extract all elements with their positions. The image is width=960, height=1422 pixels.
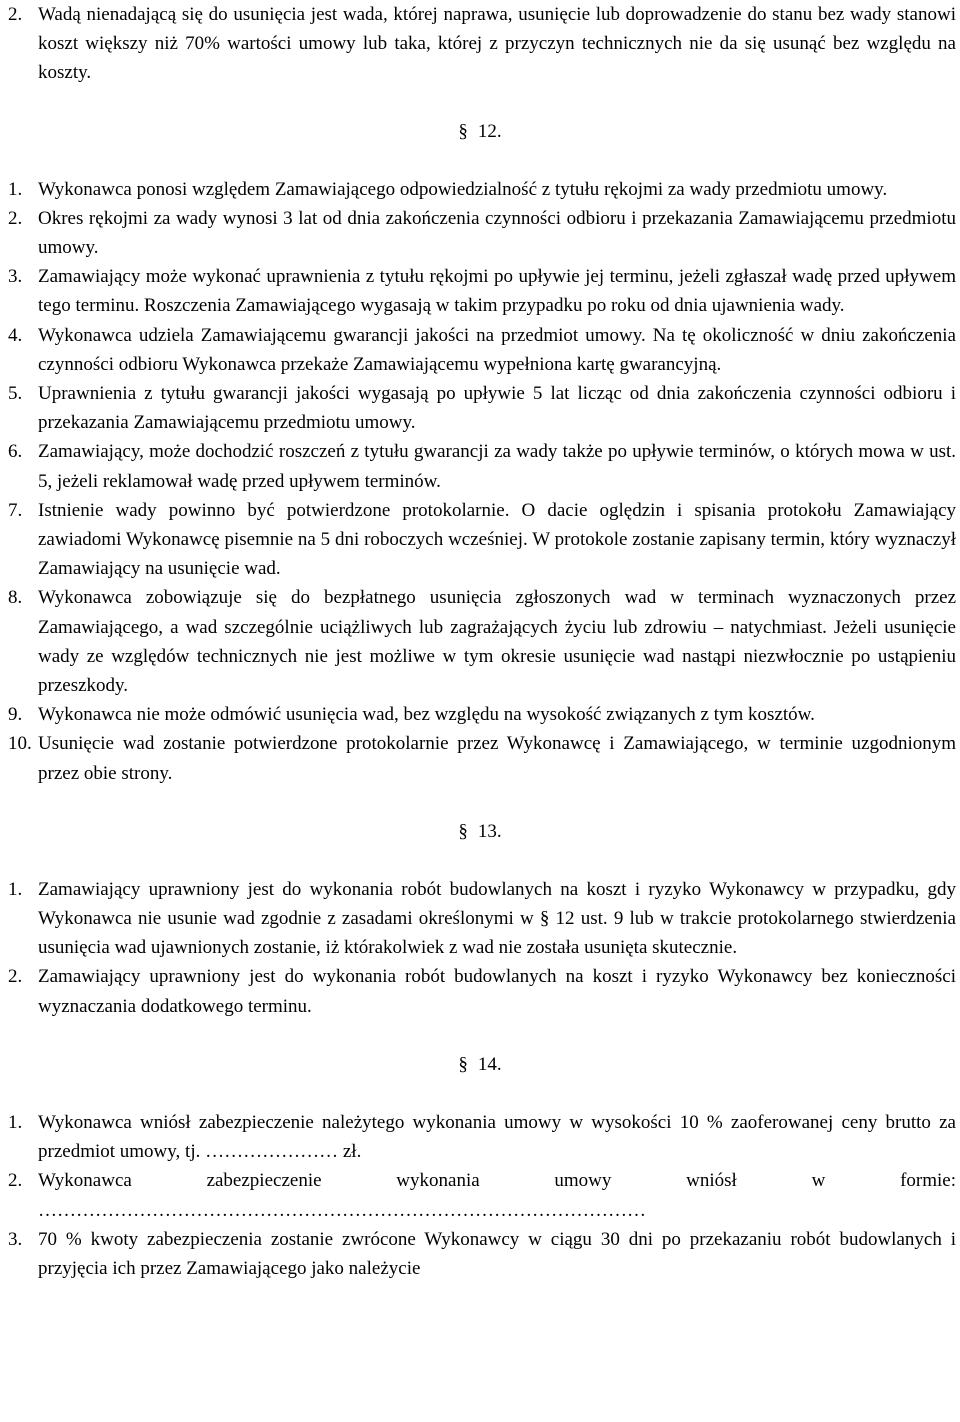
paragraph-text: Wadą nienadającą się do usunięcia jest wada, której naprawa, usunięcie lub doprowadzenie do stanu bez wady stanowi koszt większy niż 70% wartości umowy lub taka, której z przyczyn technicznych nie da się usunąć bez względu na koszty. bbox=[38, 4, 956, 84]
section-heading-13 bbox=[0, 817, 960, 846]
paragraph-13-1 bbox=[8, 875, 956, 963]
paragraph-text: Wykonawca udziela Zamawiającemu gwarancji jakości na przedmiot umowy. Na tę okoliczność w dniu zakończenia czynności odbioru Wykonawca przekaże Zamawiającemu wypełniona kartę gwarancyjną. bbox=[38, 324, 956, 375]
paragraph-number: 3. bbox=[8, 1228, 23, 1250]
section-heading-14 bbox=[0, 1050, 960, 1079]
paragraph-number: 2. bbox=[8, 966, 23, 988]
paragraph-14-3 bbox=[8, 1225, 956, 1283]
paragraph-text: Wykonawca zabezpieczenie wykonania umowy wniósł w formie: …………………………………………………………………………………… bbox=[38, 1170, 956, 1221]
paragraph-13-2 bbox=[8, 962, 956, 1020]
paragraph-number: 7. bbox=[8, 499, 23, 521]
paragraph-12-4 bbox=[8, 321, 956, 379]
paragraph-12-7 bbox=[8, 496, 956, 584]
paragraph-12-10 bbox=[8, 729, 956, 787]
paragraph-text: Uprawnienia z tytułu gwarancji jakości wygasają po upływie 5 lat licząc od dnia zakończenia czynności odbioru i przekazania Zamawiającemu przedmiotu umowy. bbox=[38, 383, 956, 434]
paragraph-number: 9. bbox=[8, 704, 23, 726]
paragraph-text: Wykonawca ponosi względem Zamawiającego odpowiedzialność z tytułu rękojmi za wady przedmiotu umowy. bbox=[38, 178, 888, 200]
paragraph-text: Wykonawca zobowiązuje się do bezpłatnego usunięcia zgłoszonych wad w terminach wyznaczonych przez Zamawiającego, a wad szczególnie uciążliwych lub zagrażających życiu lub zdrowiu – natychmiast. Jeżeli usunięcie wady ze względów technicznych nie jest możliwe w tym okresie usunięcie wad nastąpi niezwłocznie po ustąpieniu przeszkody. bbox=[38, 587, 956, 697]
paragraph-text: Zamawiający, może dochodzić roszczeń z tytułu gwarancji za wady także po upływie terminów, o których mowa w ust. 5, jeżeli reklamował wadę przed upływem terminów. bbox=[38, 441, 956, 492]
paragraph-number: 4. bbox=[8, 324, 23, 346]
paragraph-text: Wykonawca nie może odmówić usunięcia wad, bez względu na wysokość związanych z tym kosztów. bbox=[38, 704, 815, 726]
paragraph-11-2 bbox=[8, 0, 956, 88]
paragraph-text: Zamawiający może wykonać uprawnienia z tytułu rękojmi po upływie jej terminu, jeżeli zgłaszał wadę przed upływem tego terminu. Roszczenia Zamawiającego wygasają w takim przypadku po roku od dnia ujawnienia wady. bbox=[38, 266, 956, 317]
paragraph-text: 70 % kwoty zabezpieczenia zostanie zwrócone Wykonawcy w ciągu 30 dni po przekazaniu robót budowlanych i przyjęcia ich przez Zamawiającego jako należycie bbox=[38, 1228, 956, 1279]
paragraph-number: 1. bbox=[8, 178, 23, 200]
paragraph-12-6 bbox=[8, 437, 956, 495]
paragraph-text: Istnienie wady powinno być potwierdzone protokolarnie. O dacie oględzin i spisania protokołu Zamawiający zawiadomi Wykonawcę pisemnie na 5 dni roboczych wcześniej. W protokole zostanie zapisany termin, który wyznaczył Zamawiający na usunięcie wad. bbox=[38, 499, 956, 580]
section-symbol: § bbox=[458, 1053, 468, 1075]
section-heading-12 bbox=[0, 117, 960, 146]
paragraph-12-9 bbox=[8, 700, 956, 729]
paragraph-text: Okres rękojmi za wady wynosi 3 lat od dnia zakończenia czynności odbioru i przekazania Zamawiającemu przedmiotu umowy. bbox=[38, 207, 956, 259]
paragraph-number: 2. bbox=[8, 207, 23, 229]
section-number: 13. bbox=[477, 820, 502, 842]
paragraph-number: 8. bbox=[8, 587, 23, 609]
paragraph-14-2 bbox=[8, 1166, 956, 1224]
paragraph-number: 10. bbox=[8, 733, 32, 755]
paragraph-number: 1. bbox=[8, 1111, 23, 1133]
paragraph-text: Wykonawca wniósł zabezpieczenie należytego wykonania umowy w wysokości 10 % zaoferowanej ceny brutto za przedmiot umowy, tj. ………………… zł. bbox=[38, 1111, 956, 1163]
section-symbol: § bbox=[458, 820, 468, 842]
section-symbol: § bbox=[458, 120, 468, 142]
paragraph-12-8 bbox=[8, 583, 956, 700]
section-number: 14. bbox=[477, 1053, 502, 1075]
paragraph-12-5 bbox=[8, 379, 956, 437]
paragraph-12-2 bbox=[8, 204, 956, 262]
section-number: 12. bbox=[477, 120, 502, 142]
paragraph-number: 1. bbox=[8, 878, 23, 900]
paragraph-text: Zamawiający uprawniony jest do wykonania robót budowlanych na koszt i ryzyko Wykonawcy w przypadku, gdy Wykonawca nie usunie wad zgodnie z zasadami określonymi w § 12 ust. 9 lub w trakcie protokolarnego stwierdzenia usunięcia wad ujawnionych zostanie, iż którakolwiek z wad nie została usunięta skutecznie. bbox=[38, 878, 956, 959]
paragraph-number: 2. bbox=[8, 4, 23, 25]
paragraph-text: Usunięcie wad zostanie potwierdzone protokolarnie przez Wykonawcę i Zamawiającego, w terminie uzgodnionym przez obie strony. bbox=[38, 733, 956, 784]
paragraph-number: 2. bbox=[8, 1170, 23, 1192]
paragraph-12-3 bbox=[8, 262, 956, 320]
paragraph-text: Zamawiający uprawniony jest do wykonania robót budowlanych na koszt i ryzyko Wykonawcy bez konieczności wyznaczania dodatkowego terminu. bbox=[38, 966, 956, 1017]
paragraph-number: 6. bbox=[8, 441, 23, 463]
paragraph-14-1 bbox=[8, 1108, 956, 1166]
paragraph-12-1 bbox=[8, 175, 956, 204]
paragraph-number: 5. bbox=[8, 383, 23, 405]
paragraph-number: 3. bbox=[8, 266, 23, 288]
